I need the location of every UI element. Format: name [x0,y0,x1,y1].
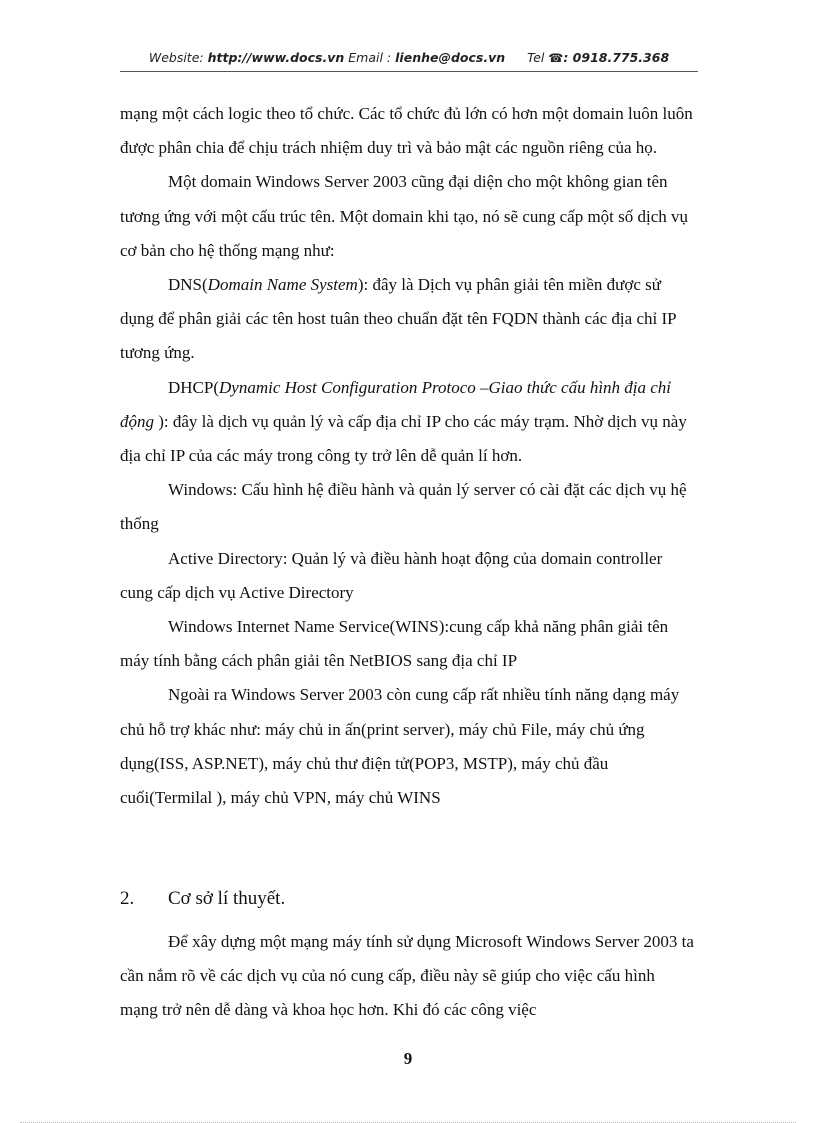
paragraph-dhcp [120,371,696,474]
dhcp-description: ): đây là dịch vụ quản lý và cấp địa chỉ IP cho các máy trạm. Nhờ dịch vụ này địa chỉ IP của các máy trong công ty trở lên dễ quản lí hơn. [120,411,687,466]
dns-prefix: DNS( [168,275,208,295]
website-label: Website: [148,50,204,65]
paragraph-active-directory: Active Directory: Quản lý và điều hành hoạt động của domain controller cung cấp dịch vụ Active Directory [120,548,663,602]
paragraph-2: Một domain Windows Server 2003 cũng đại diện cho một không gian tên tương ứng với một cấu trúc tên. Một domain khi tạo, nó sẽ cung cấp một số dịch vụ cơ bản cho hệ thống mạng như: [120,172,689,260]
section-number: 2. [120,888,135,909]
dns-description: ): đây là Dịch vụ phân giải tên miền được sử dụng để phân giải các tên host tuân theo chuẩn đặt tên FQDN thành các địa chỉ IP tương ứng. [120,275,676,363]
paragraph-dns [120,268,696,371]
page-number: 9 [403,1049,413,1068]
tel-value: : 0918.775.368 [563,50,670,65]
document-body [120,97,696,815]
website-url[interactable]: http://www.docs.vn [207,50,345,65]
section-title: Cơ sở lí thuyết. [168,888,286,909]
header-divider [120,71,698,72]
dhcp-prefix: DHCP( [168,377,220,397]
email-label: Email : [348,50,392,65]
page-header [120,50,698,65]
section-body [120,925,696,1028]
paragraph-other-features: Ngoài ra Windows Server 2003 còn cung cấp rất nhiều tính năng dạng máy chủ hỗ trợ khác như: máy chủ in ấn(print server), máy chủ File, máy chủ ứng dụng(ISS, ASP.NET), máy chủ thư điện tử(POP3, MSTP), máy chủ đầu cuối(Termilal ), máy chủ VPN, máy chủ WINS [120,685,680,808]
dhcp-expansion: Dynamic Host Configuration Protoco –Giao thức cấu hình địa chỉ động [120,377,672,431]
phone-icon: ☎ [548,51,564,65]
dns-expansion: Domain Name System [207,275,358,295]
section-paragraph-1: Để xây dựng một mạng máy tính sử dụng Microsoft Windows Server 2003 ta cần nắm rõ về các dịch vụ của nó cung cấp, điều này sẽ giúp cho việc cấu hình mạng trở nên dễ dàng và khoa học hơn. Khi đó các công việc [120,932,694,1020]
email-value[interactable]: lienhe@docs.vn [395,50,506,65]
paragraph-1: mạng một cách logic theo tổ chức. Các tổ chức đủ lớn có hơn một domain luôn luôn được phân chia để chịu trách nhiệm duy trì và bảo mật các nguồn riêng của họ. [120,104,693,158]
section-heading [120,888,285,910]
paragraph-windows: Windows: Cấu hình hệ điều hành và quản lý server có cài đặt các dịch vụ hệ thống [120,480,687,534]
paragraph-wins: Windows Internet Name Service(WINS):cung cấp khả năng phân giải tên máy tính bằng cách phân giải tên NetBIOS sang địa chỉ IP [120,617,669,671]
tel-label: Tel [527,50,545,65]
